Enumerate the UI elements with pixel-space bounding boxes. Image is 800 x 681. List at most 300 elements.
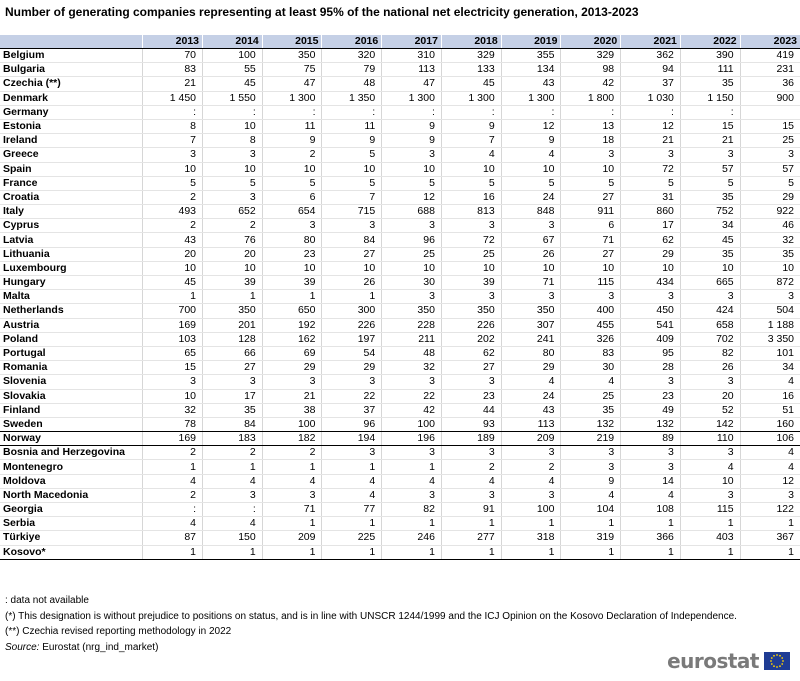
table-cell: 318 bbox=[501, 531, 561, 545]
row-label: Poland bbox=[0, 332, 143, 346]
table-cell: 450 bbox=[621, 304, 681, 318]
table-cell: 658 bbox=[680, 318, 740, 332]
table-cell: 4 bbox=[740, 460, 800, 474]
table-cell: 241 bbox=[501, 332, 561, 346]
data-table bbox=[0, 35, 800, 560]
table-cell: 25 bbox=[382, 247, 442, 261]
table-row bbox=[0, 261, 800, 275]
table-cell: 79 bbox=[322, 63, 382, 77]
table-cell: 16 bbox=[441, 190, 501, 204]
table-cell: 3 bbox=[561, 460, 621, 474]
table-cell: 4 bbox=[621, 488, 681, 502]
table-cell: 9 bbox=[561, 474, 621, 488]
table-cell: 209 bbox=[501, 432, 561, 446]
table-cell: 29 bbox=[501, 361, 561, 375]
table-cell: 654 bbox=[262, 205, 322, 219]
table-cell: 7 bbox=[441, 134, 501, 148]
table-row bbox=[0, 290, 800, 304]
table-cell: 150 bbox=[203, 531, 263, 545]
table-cell: 10 bbox=[382, 261, 442, 275]
table-cell: 1 300 bbox=[262, 91, 322, 105]
table-cell: 4 bbox=[143, 517, 203, 531]
table-cell: 922 bbox=[740, 205, 800, 219]
table-cell: 10 bbox=[561, 261, 621, 275]
table-cell: 1 bbox=[262, 517, 322, 531]
table-cell: 29 bbox=[740, 190, 800, 204]
table-cell: 900 bbox=[740, 91, 800, 105]
table-cell: 100 bbox=[382, 417, 442, 431]
table-cell: 366 bbox=[621, 531, 681, 545]
table-cell: 25 bbox=[561, 389, 621, 403]
table-cell: 219 bbox=[561, 432, 621, 446]
header-year-2017: 2017 bbox=[382, 35, 442, 49]
table-cell: 3 bbox=[501, 446, 561, 460]
table-cell: 3 bbox=[382, 446, 442, 460]
note-not-available: : data not available bbox=[5, 595, 89, 606]
table-cell: 71 bbox=[501, 276, 561, 290]
table-row bbox=[0, 105, 800, 119]
header-year-2022: 2022 bbox=[680, 35, 740, 49]
table-cell: 42 bbox=[561, 77, 621, 91]
table-cell: 57 bbox=[680, 162, 740, 176]
table-row bbox=[0, 205, 800, 219]
table-row bbox=[0, 332, 800, 346]
logo-text: eurostat bbox=[667, 649, 759, 673]
table-cell: 3 bbox=[680, 148, 740, 162]
table-cell: 5 bbox=[322, 148, 382, 162]
table-cell: 1 800 bbox=[561, 91, 621, 105]
header-year-2020: 2020 bbox=[561, 35, 621, 49]
row-label: Sweden bbox=[0, 417, 143, 431]
table-cell: 1 bbox=[143, 290, 203, 304]
row-label: Czechia (**) bbox=[0, 77, 143, 91]
table-cell: 28 bbox=[621, 361, 681, 375]
table-cell: 1 bbox=[203, 290, 263, 304]
table-cell: 4 bbox=[501, 375, 561, 389]
table-cell: 1 bbox=[262, 545, 322, 559]
table-cell: 46 bbox=[740, 219, 800, 233]
table-cell: 197 bbox=[322, 332, 382, 346]
table-cell: 25 bbox=[740, 134, 800, 148]
row-label: Netherlands bbox=[0, 304, 143, 318]
table-cell: 2 bbox=[203, 219, 263, 233]
table-cell: 319 bbox=[561, 531, 621, 545]
header-year-2015: 2015 bbox=[262, 35, 322, 49]
table-cell: 4 bbox=[740, 446, 800, 460]
table-cell: 34 bbox=[740, 361, 800, 375]
table-cell: 2 bbox=[143, 190, 203, 204]
table-cell: 45 bbox=[203, 77, 263, 91]
table-cell: 23 bbox=[441, 389, 501, 403]
table-cell: 4 bbox=[203, 474, 263, 488]
table-cell: 27 bbox=[561, 247, 621, 261]
table-cell: 35 bbox=[680, 190, 740, 204]
table-cell: 1 bbox=[561, 517, 621, 531]
table-row bbox=[0, 361, 800, 375]
table-cell: 3 350 bbox=[740, 332, 800, 346]
table-cell: 403 bbox=[680, 531, 740, 545]
table-row bbox=[0, 119, 800, 133]
table-cell: 4 bbox=[561, 488, 621, 502]
table-cell: 350 bbox=[262, 49, 322, 63]
table-cell: 1 030 bbox=[621, 91, 681, 105]
table-cell: : bbox=[203, 503, 263, 517]
table-cell: 3 bbox=[621, 148, 681, 162]
table-cell: 367 bbox=[740, 531, 800, 545]
table-cell: 24 bbox=[501, 190, 561, 204]
table-cell: 100 bbox=[501, 503, 561, 517]
table-cell: : bbox=[501, 105, 561, 119]
table-cell: 32 bbox=[143, 403, 203, 417]
table-cell: 2 bbox=[143, 219, 203, 233]
table-cell: 23 bbox=[621, 389, 681, 403]
table-cell: 26 bbox=[501, 247, 561, 261]
table-cell: 419 bbox=[740, 49, 800, 63]
table-cell: 12 bbox=[382, 190, 442, 204]
table-cell: 45 bbox=[143, 276, 203, 290]
table-cell: 17 bbox=[621, 219, 681, 233]
table-cell: 93 bbox=[441, 417, 501, 431]
row-label: Germany bbox=[0, 105, 143, 119]
table-cell: 39 bbox=[262, 276, 322, 290]
table-cell: 3 bbox=[143, 375, 203, 389]
table-cell: 225 bbox=[322, 531, 382, 545]
table-cell: 3 bbox=[740, 290, 800, 304]
table-row bbox=[0, 304, 800, 318]
table-cell: 12 bbox=[501, 119, 561, 133]
table-cell: 51 bbox=[740, 403, 800, 417]
table-cell: 2 bbox=[203, 446, 263, 460]
note-czechia: (**) Czechia revised reporting methodology in 2022 bbox=[5, 626, 232, 637]
table-cell: 2 bbox=[501, 460, 561, 474]
table-cell: 702 bbox=[680, 332, 740, 346]
table-cell: 101 bbox=[740, 346, 800, 360]
table-row bbox=[0, 545, 800, 559]
table-cell: 84 bbox=[203, 417, 263, 431]
table-cell: 860 bbox=[621, 205, 681, 219]
table-cell: 350 bbox=[203, 304, 263, 318]
table-cell: 66 bbox=[203, 346, 263, 360]
table-cell: 1 bbox=[203, 545, 263, 559]
table-cell: 182 bbox=[262, 432, 322, 446]
table-cell: 43 bbox=[143, 233, 203, 247]
table-cell: 10 bbox=[680, 261, 740, 275]
table-cell: 71 bbox=[561, 233, 621, 247]
table-cell: 688 bbox=[382, 205, 442, 219]
table-row bbox=[0, 375, 800, 389]
table-row bbox=[0, 190, 800, 204]
table-row bbox=[0, 276, 800, 290]
table-cell: 5 bbox=[143, 176, 203, 190]
row-label: Austria bbox=[0, 318, 143, 332]
table-cell: 16 bbox=[740, 389, 800, 403]
table-cell: 17 bbox=[203, 389, 263, 403]
table-cell: 3 bbox=[262, 488, 322, 502]
table-cell: 1 bbox=[322, 545, 382, 559]
header-year-2013: 2013 bbox=[143, 35, 203, 49]
table-row bbox=[0, 77, 800, 91]
table-cell: 47 bbox=[262, 77, 322, 91]
table-cell: 231 bbox=[740, 63, 800, 77]
table-cell: 2 bbox=[262, 148, 322, 162]
eurostat-logo bbox=[667, 649, 790, 673]
table-cell: 57 bbox=[740, 162, 800, 176]
table-cell: 4 bbox=[322, 474, 382, 488]
table-cell: 5 bbox=[441, 176, 501, 190]
table-cell: 3 bbox=[382, 488, 442, 502]
table-cell: 15 bbox=[680, 119, 740, 133]
table-row bbox=[0, 162, 800, 176]
table-row bbox=[0, 531, 800, 545]
table-cell: 1 bbox=[740, 545, 800, 559]
table-cell: 84 bbox=[322, 233, 382, 247]
table-cell: 89 bbox=[621, 432, 681, 446]
table-cell: 32 bbox=[382, 361, 442, 375]
table-cell: 113 bbox=[501, 417, 561, 431]
table-cell: 277 bbox=[441, 531, 501, 545]
table-cell: 42 bbox=[382, 403, 442, 417]
table-cell: 23 bbox=[262, 247, 322, 261]
table-cell: 650 bbox=[262, 304, 322, 318]
table-cell: 132 bbox=[561, 417, 621, 431]
table-cell: 27 bbox=[561, 190, 621, 204]
row-label: Slovakia bbox=[0, 389, 143, 403]
table-cell: 5 bbox=[203, 176, 263, 190]
table-cell: 9 bbox=[501, 134, 561, 148]
table-cell: 10 bbox=[740, 261, 800, 275]
table-cell: 113 bbox=[382, 63, 442, 77]
table-cell: 48 bbox=[382, 346, 442, 360]
table-cell: 872 bbox=[740, 276, 800, 290]
table-cell: 134 bbox=[501, 63, 561, 77]
table-cell: 3 bbox=[740, 148, 800, 162]
table-cell: 12 bbox=[621, 119, 681, 133]
header-year-2021: 2021 bbox=[621, 35, 681, 49]
table-cell: : bbox=[441, 105, 501, 119]
table-cell: 10 bbox=[143, 389, 203, 403]
table-cell: 3 bbox=[680, 446, 740, 460]
table-cell: 9 bbox=[441, 119, 501, 133]
table-cell: 1 350 bbox=[322, 91, 382, 105]
table-cell: 78 bbox=[143, 417, 203, 431]
table-cell: 4 bbox=[322, 488, 382, 502]
table-cell: 10 bbox=[203, 119, 263, 133]
table-row bbox=[0, 446, 800, 460]
table-cell: 300 bbox=[322, 304, 382, 318]
row-label: Finland bbox=[0, 403, 143, 417]
table-cell: 52 bbox=[680, 403, 740, 417]
table-cell: 209 bbox=[262, 531, 322, 545]
row-label: Luxembourg bbox=[0, 261, 143, 275]
table-cell: 48 bbox=[322, 77, 382, 91]
table-cell: : bbox=[203, 105, 263, 119]
table-cell: 10 bbox=[680, 474, 740, 488]
table-cell: 103 bbox=[143, 332, 203, 346]
table-cell: 30 bbox=[382, 276, 442, 290]
table-cell: 111 bbox=[680, 63, 740, 77]
table-cell: 10 bbox=[262, 261, 322, 275]
table-cell: : bbox=[262, 105, 322, 119]
table-cell: 65 bbox=[143, 346, 203, 360]
table-cell: 1 bbox=[203, 460, 263, 474]
table-cell: 1 bbox=[262, 290, 322, 304]
source-line bbox=[5, 640, 737, 656]
table-cell: 62 bbox=[441, 346, 501, 360]
table-cell: 3 bbox=[501, 290, 561, 304]
row-label: France bbox=[0, 176, 143, 190]
table-cell: 43 bbox=[501, 403, 561, 417]
table-cell: 196 bbox=[382, 432, 442, 446]
table-cell: 3 bbox=[322, 446, 382, 460]
table-cell: 350 bbox=[441, 304, 501, 318]
table-cell: 80 bbox=[501, 346, 561, 360]
table-cell: 115 bbox=[680, 503, 740, 517]
table-cell: 31 bbox=[621, 190, 681, 204]
table-cell: 226 bbox=[322, 318, 382, 332]
row-label: Malta bbox=[0, 290, 143, 304]
table-cell: 5 bbox=[501, 176, 561, 190]
table-cell: 3 bbox=[561, 148, 621, 162]
table-cell: 3 bbox=[680, 488, 740, 502]
table-cell: 194 bbox=[322, 432, 382, 446]
table-cell: 7 bbox=[143, 134, 203, 148]
table-cell: 62 bbox=[621, 233, 681, 247]
table-cell: 409 bbox=[621, 332, 681, 346]
table-row bbox=[0, 389, 800, 403]
source-text: Eurostat (nrg_ind_market) bbox=[39, 641, 159, 653]
row-label: Spain bbox=[0, 162, 143, 176]
table-row bbox=[0, 219, 800, 233]
table-cell: 4 bbox=[501, 148, 561, 162]
table-cell: 10 bbox=[203, 261, 263, 275]
table-cell: 22 bbox=[322, 389, 382, 403]
table-cell: 96 bbox=[382, 233, 442, 247]
row-label: Norway bbox=[0, 432, 143, 446]
table-cell: 18 bbox=[561, 134, 621, 148]
table-cell: 45 bbox=[441, 77, 501, 91]
table-cell: 320 bbox=[322, 49, 382, 63]
table-cell: 3 bbox=[382, 290, 442, 304]
table-row bbox=[0, 403, 800, 417]
table-cell: 700 bbox=[143, 304, 203, 318]
table-cell: 35 bbox=[561, 403, 621, 417]
table-cell: 715 bbox=[322, 205, 382, 219]
row-label: Serbia bbox=[0, 517, 143, 531]
table-row bbox=[0, 247, 800, 261]
table-cell: 4 bbox=[382, 474, 442, 488]
row-label: Denmark bbox=[0, 91, 143, 105]
table-cell: 911 bbox=[561, 205, 621, 219]
table-cell: 1 bbox=[680, 517, 740, 531]
table-cell: 169 bbox=[143, 318, 203, 332]
table-cell: 504 bbox=[740, 304, 800, 318]
table-cell: 67 bbox=[501, 233, 561, 247]
table-cell: 9 bbox=[322, 134, 382, 148]
table-cell: 652 bbox=[203, 205, 263, 219]
table-cell: 77 bbox=[322, 503, 382, 517]
table-cell: 35 bbox=[680, 247, 740, 261]
table-cell: 4 bbox=[441, 148, 501, 162]
table-cell: 1 300 bbox=[382, 91, 442, 105]
row-label: Ireland bbox=[0, 134, 143, 148]
table-cell: 26 bbox=[680, 361, 740, 375]
table-cell: 108 bbox=[621, 503, 681, 517]
table-cell: 350 bbox=[382, 304, 442, 318]
table-cell: 1 550 bbox=[203, 91, 263, 105]
table-cell: 813 bbox=[441, 205, 501, 219]
table-cell: 424 bbox=[680, 304, 740, 318]
table-cell: : bbox=[621, 105, 681, 119]
table-cell: 95 bbox=[621, 346, 681, 360]
table-cell: 7 bbox=[322, 190, 382, 204]
table-cell: 160 bbox=[740, 417, 800, 431]
table-cell: 10 bbox=[441, 162, 501, 176]
table-cell: 752 bbox=[680, 205, 740, 219]
table-cell: 94 bbox=[621, 63, 681, 77]
table-cell: 15 bbox=[143, 361, 203, 375]
table-cell: 1 bbox=[680, 545, 740, 559]
table-cell: 10 bbox=[382, 162, 442, 176]
table-row bbox=[0, 417, 800, 431]
row-label: Latvia bbox=[0, 233, 143, 247]
table-cell: 49 bbox=[621, 403, 681, 417]
table-cell: 32 bbox=[740, 233, 800, 247]
table-cell: 3 bbox=[382, 148, 442, 162]
table-cell: : bbox=[322, 105, 382, 119]
row-label: North Macedonia bbox=[0, 488, 143, 502]
table-cell: 21 bbox=[680, 134, 740, 148]
table-cell: : bbox=[561, 105, 621, 119]
table-cell: : bbox=[382, 105, 442, 119]
source-label: Source: bbox=[5, 641, 40, 653]
table-cell: 83 bbox=[561, 346, 621, 360]
table-cell: 3 bbox=[501, 219, 561, 233]
table-cell: 43 bbox=[501, 77, 561, 91]
table-cell: 1 bbox=[501, 545, 561, 559]
table-cell: 2 bbox=[441, 460, 501, 474]
table-cell: 400 bbox=[561, 304, 621, 318]
table-cell: 27 bbox=[322, 247, 382, 261]
table-cell: 38 bbox=[262, 403, 322, 417]
table-cell: 21 bbox=[262, 389, 322, 403]
table-cell: 35 bbox=[740, 247, 800, 261]
table-cell: 3 bbox=[203, 488, 263, 502]
table-cell: 1 300 bbox=[441, 91, 501, 105]
table-row bbox=[0, 517, 800, 531]
table-cell: 848 bbox=[501, 205, 561, 219]
table-cell: 307 bbox=[501, 318, 561, 332]
row-label: Kosovo* bbox=[0, 545, 143, 559]
table-cell: 5 bbox=[740, 176, 800, 190]
row-label: Bulgaria bbox=[0, 63, 143, 77]
table-cell: 1 bbox=[561, 545, 621, 559]
table-cell: 1 bbox=[322, 517, 382, 531]
table-cell: 3 bbox=[441, 219, 501, 233]
table-row bbox=[0, 474, 800, 488]
table-cell: 115 bbox=[561, 276, 621, 290]
table-row bbox=[0, 49, 800, 63]
header-year-2018: 2018 bbox=[441, 35, 501, 49]
table-cell: 329 bbox=[441, 49, 501, 63]
table-cell: 3 bbox=[203, 148, 263, 162]
table-row bbox=[0, 176, 800, 190]
table-cell: 1 bbox=[621, 517, 681, 531]
table-cell: 104 bbox=[561, 503, 621, 517]
table-cell: 329 bbox=[561, 49, 621, 63]
table-cell: 100 bbox=[262, 417, 322, 431]
table-row bbox=[0, 488, 800, 502]
table-cell: 122 bbox=[740, 503, 800, 517]
